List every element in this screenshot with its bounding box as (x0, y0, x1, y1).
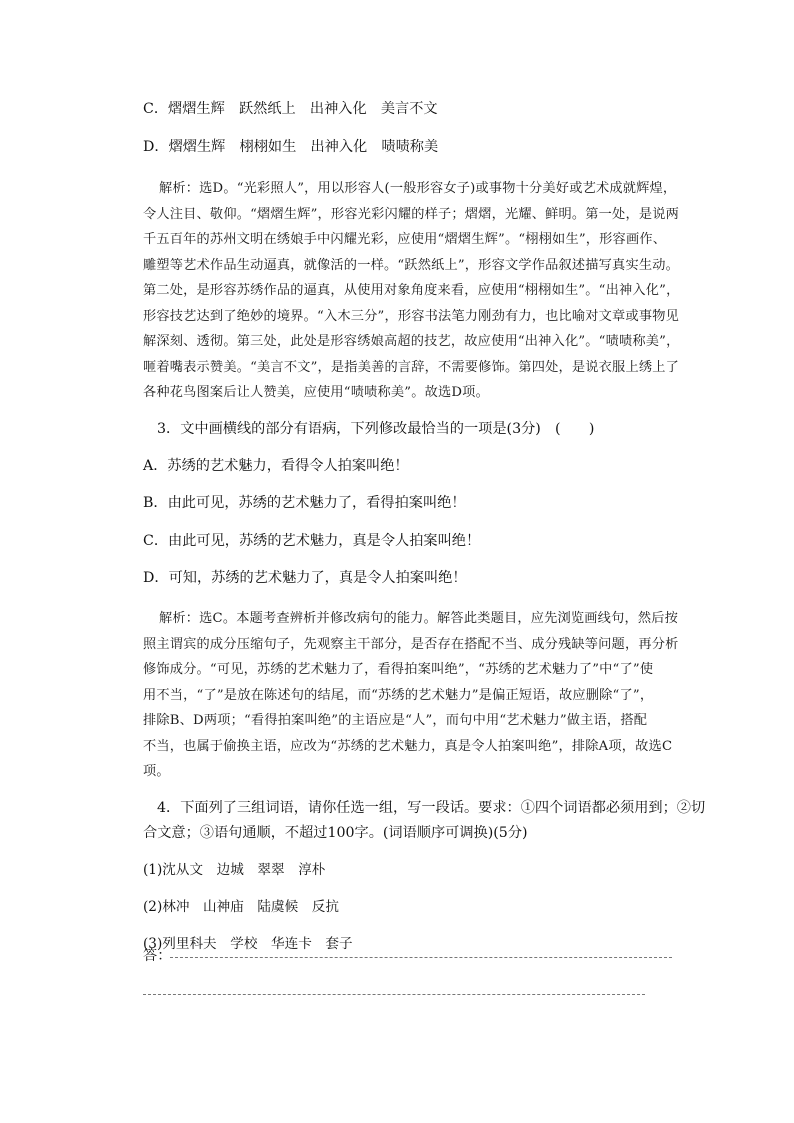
q2-explanation-line: 解深刻、透彻。第三处，此处是形容绣娘高超的技艺，故应使用“出神入化”。“啧啧称美”， (143, 334, 680, 349)
q3-option-a: A．苏绣的艺术魅力，看得令人拍案叫绝！ (143, 458, 409, 474)
q2-option-d: D．熠熠生辉 栩栩如生 出神入化 啧啧称美 (143, 139, 439, 155)
q4-group-2: (2)林冲 山神庙 陆虞候 反抗 (143, 899, 339, 915)
q2-explanation-line: 令人注目、敬仰。“熠熠生辉”，形容光彩闪耀的样子；熠熠，光耀、鲜明。第一处，是说两 (143, 207, 679, 222)
q2-explanation-line: 千五百年的苏州文明在绣娘手中闪耀光彩，应使用“熠熠生辉”。“栩栩如生”，形容画作、 (143, 232, 667, 247)
q3-explanation-line: 修饰成分。“可见，苏绣的艺术魅力了，看得拍案叫绝”，“苏绣的艺术魅力了”中“了”使 (143, 662, 654, 677)
q4-stem-line: 合文意；③语句通顺，不超过100字。(词语顺序可调换)(5分) (143, 825, 528, 841)
q3-option-d: D．可知，苏绣的艺术魅力了，真是令人拍案叫绝！ (143, 570, 467, 586)
q2-explanation-line: 咂着嘴表示赞美。“美言不文”，是指美善的言辞，不需要修饰。第四处，是说衣服上绣上了 (143, 360, 679, 375)
q3-option-b: B．由此可见，苏绣的艺术魅力了，看得拍案叫绝！ (143, 495, 466, 511)
q3-stem: 3．文中画横线的部分有语病，下列修改最恰当的一项是(3分) ( ) (157, 421, 595, 437)
q3-option-c: C．由此可见，苏绣的艺术魅力，真是令人拍案叫绝！ (143, 533, 481, 549)
answer-line (170, 957, 672, 958)
q3-explanation-line: 排除B、D两项；“看得拍案叫绝”的主语应是“人”，而句中用“艺术魅力”做主语，搭配 (143, 713, 648, 728)
answer-label: 答： (143, 948, 172, 964)
q3-explanation-line: 不当，也属于偷换主语，应改为“苏绣的艺术魅力，真是令人拍案叫绝”，排除A项，故选C (143, 739, 673, 754)
q2-explanation-line: 形容技艺达到了绝妙的境界。“入木三分”，形容书法笔力刚劲有力，也比喻对文章或事物见 (143, 309, 679, 324)
answer-line (143, 994, 645, 995)
q2-option-c: C．熠熠生辉 跃然纸上 出神入化 美言不文 (143, 101, 438, 117)
q3-explanation-line: 照主谓宾的成分压缩句子，先观察主干部分，是否存在搭配不当、成分残缺等问题，再分析 (143, 637, 679, 652)
q3-explanation-line: 用不当，“了”是放在陈述句的结尾，而“苏绣的艺术魅力”是偏正短语，故应删除“了”， (143, 688, 654, 703)
q4-group-3: (3)列里科夫 学校 华连卡 套子 (143, 936, 353, 952)
q2-explanation-line: 第二处，是形容苏绣作品的逼真，从使用对象角度来看，应使用“栩栩如生”。“出神入化”， (143, 283, 680, 298)
q2-explanation-line: 雕塑等艺术作品生动逼真，就像活的一样。“跃然纸上”，形容文学作品叙述描写真实生动。 (143, 258, 679, 273)
q2-explanation-line: 解析：选D。“光彩照人”，用以形容人(一般形容女子)或事物十分美好或艺术成就辉煌， (159, 181, 677, 196)
q4-group-1: (1)沈从文 边城 翠翠 淳朴 (143, 862, 326, 878)
q3-explanation-line: 解析：选C。本题考查辨析并修改病句的能力。解答此类题目，应先浏览画线句，然后按 (159, 611, 679, 626)
q2-explanation-line: 各种花鸟图案后让人赞美，应使用“啧啧称美”。故选D项。 (143, 385, 489, 400)
q3-explanation-line: 项。 (143, 764, 170, 779)
q4-stem-line: 4．下面列了三组词语，请你任选一组，写一段话。要求：①四个词语都必须用到；②切 (157, 800, 706, 816)
